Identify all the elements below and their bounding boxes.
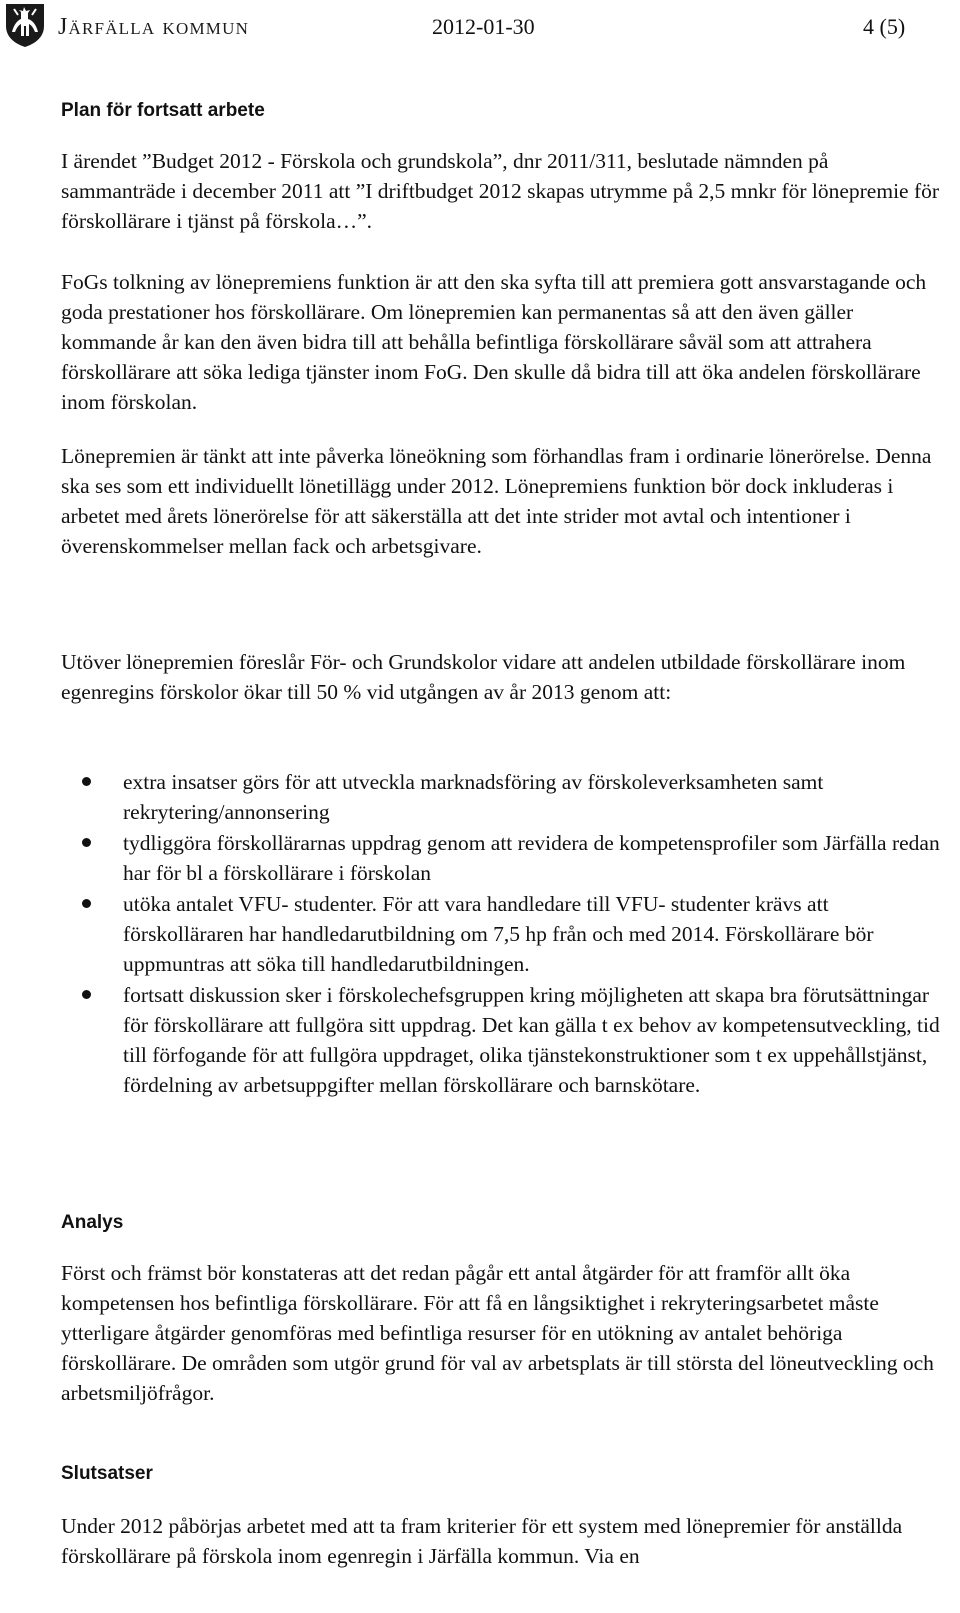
bullet-icon <box>82 990 91 999</box>
list-item-text: utöka antalet VFU- studenter. För att vara handledare till VFU- studenter krävs att förskolläraren har handledarutbildning om 7,5 hp från och med 2014. Förskollärare bör uppmuntras att söka till handledarutbildningen. <box>123 892 874 976</box>
municipal-coat-of-arms-icon <box>4 2 46 48</box>
list-item-text: fortsatt diskussion sker i förskolechefsgruppen kring möjligheten att skapa bra förutsättningar för förskollärare att fullgöra sitt uppdrag. Det kan gälla t ex behov av kompetensutveckling, tid till förfogande för att fullgöra uppdraget, olika tjänstekonstruktioner som t ex uppehållstjänst, fördelning av arbetsuppgifter mellan förskollärare och barnskötare. <box>123 983 940 1097</box>
list-item <box>0 889 943 979</box>
section-heading-analys: Analys <box>61 1212 124 1233</box>
list-item-text: extra insatser görs för att utveckla marknadsföring av förskoleverksamheten samt rekrytering/annonsering <box>123 770 824 824</box>
organization-name: Järfälla kommun <box>58 14 250 40</box>
document-date: 2012-01-30 <box>432 14 535 39</box>
paragraph-salary-premium: Lönepremien är tänkt att inte påverka löneökning som förhandlas fram i ordinarie lönerörelse. Denna ska ses som ett individuellt lönetillägg under 2012. Lönepremiens funktion bör dock inkluderas i arbetet med årets lönerörelse för att säkerställa att det inte strider mot avtal och intentioner i överenskommelser mellan fack och arbetsgivare. <box>61 444 932 558</box>
page-header <box>0 0 960 56</box>
bullet-icon <box>82 899 91 908</box>
list-item-text: tydliggöra förskollärarnas uppdrag genom att revidera de kompetensprofiler som Järfälla redan har för bl a förskollärare i förskolan <box>123 831 940 885</box>
paragraph-conclusions: Under 2012 påbörjas arbetet med att ta fram kriterier för ett system med lönepremier för anställda förskollärare på förskola inom egenregin i Järfälla kommun. Via en <box>61 1514 903 1568</box>
paragraph-analysis: Först och främst bör konstateras att det redan pågår ett antal åtgärder för att framför allt öka kompetensen hos befintliga förskollärare. För att få en långsiktighet i rekryteringsarbetet måste ytterligare åtgärder genomföras med befintliga resurser för en utökning av antalet behöriga förskollärare. De områden som utgör grund för val av arbetsplats är till största del löneutveckling och arbetsmiljöfrågor. <box>61 1261 934 1405</box>
bullet-icon <box>82 838 91 847</box>
page-number: 4 (5) <box>863 14 906 39</box>
section-heading-slutsatser: Slutsatser <box>61 1463 153 1484</box>
section-heading-plan: Plan för fortsatt arbete <box>61 100 265 121</box>
proposal-bullet-list <box>0 767 960 1100</box>
list-item <box>0 767 943 827</box>
paragraph-fog-interpretation: FoGs tolkning av lönepremiens funktion är att den ska syfta till att premiera gott ansvarstagande och goda prestationer hos förskollärare. Om lönepremien kan permanentas så att den även gäller kommande år kan den även bidra till att behålla befintliga förskollärare såväl som att attrahera förskollärare att söka lediga tjänster inom FoG. Den skulle då bidra till att öka andelen förskollärare inom förskolan. <box>61 270 927 414</box>
bullet-icon <box>82 777 91 786</box>
list-item <box>0 980 943 1100</box>
paragraph-proposal-intro: Utöver lönepremien föreslår För- och Grundskolor vidare att andelen utbildade förskollärare inom egenregins förskolor ökar till 50 % vid utgången av år 2013 genom att: <box>61 650 906 704</box>
list-item <box>0 828 943 888</box>
paragraph-budget-decision: I ärendet ”Budget 2012 - Förskola och grundskola”, dnr 2011/311, beslutade nämnden på sammanträde i december 2011 att ”I driftbudget 2012 skapas utrymme på 2,5 mnkr för lönepremie för förskollärare i tjänst på förskola…”. <box>61 149 940 233</box>
